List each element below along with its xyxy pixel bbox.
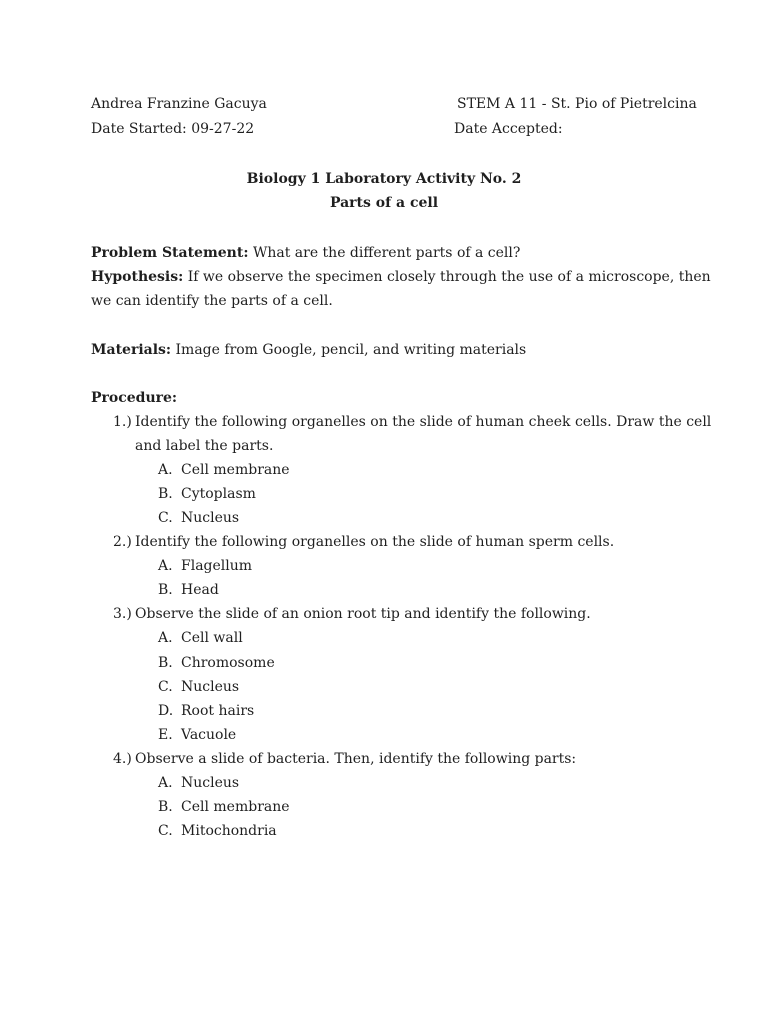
- problem-text: What are the different parts of a cell?: [252, 245, 521, 261]
- list-item-letter: B.: [158, 486, 173, 502]
- hypothesis-text-continued: we can identify the parts of a cell.: [91, 293, 333, 309]
- list-item-letter: B.: [158, 582, 173, 598]
- hypothesis-label: Hypothesis:: [91, 269, 184, 285]
- activity-subtitle: Parts of a cell: [329, 195, 439, 211]
- hypothesis: [91, 268, 711, 286]
- procedure-label: [91, 389, 177, 407]
- hypothesis-text: If we observe the specimen closely through the use of a microscope, then: [187, 269, 711, 285]
- list-item: Cell membrane: [181, 799, 290, 815]
- list-item-letter: A.: [158, 630, 173, 646]
- list-item: Nucleus: [181, 775, 240, 791]
- list-item: Flagellum: [181, 558, 253, 574]
- step-text: Observe the slide of an onion root tip and identify the following.: [135, 606, 591, 622]
- step-number: 2.): [113, 534, 132, 550]
- step-text: Identify the following organelles on the slide of human sperm cells.: [135, 534, 615, 550]
- list-item-letter: E.: [158, 727, 173, 743]
- list-item-letter: A.: [158, 462, 173, 478]
- list-item: Cell membrane: [181, 462, 290, 478]
- list-item: Cell wall: [181, 630, 243, 646]
- list-item-letter: A.: [158, 775, 173, 791]
- problem-label: Problem Statement:: [91, 245, 249, 261]
- materials: [91, 341, 526, 359]
- list-item-letter: A.: [158, 558, 173, 574]
- list-item: Cytoplasm: [181, 486, 256, 502]
- date-accepted: Date Accepted:: [454, 121, 563, 137]
- list-item: Nucleus: [181, 679, 240, 695]
- list-item-letter: B.: [158, 799, 173, 815]
- materials-text: Image from Google, pencil, and writing materials: [175, 342, 527, 358]
- list-item-letter: D.: [158, 703, 174, 719]
- list-item: Mitochondria: [181, 823, 277, 839]
- activity-title: Biology 1 Laboratory Activity No. 2: [246, 171, 522, 187]
- list-item: Head: [181, 582, 219, 598]
- step-number: 4.): [113, 751, 132, 767]
- list-item-letter: C.: [158, 679, 173, 695]
- student-name: Andrea Franzine Gacuya: [91, 96, 267, 112]
- step-number: 1.): [113, 414, 132, 430]
- step-text-continued: and label the parts.: [135, 438, 274, 454]
- procedure-label-text: Procedure:: [91, 390, 178, 406]
- list-item: Nucleus: [181, 510, 240, 526]
- list-item: Root hairs: [181, 703, 255, 719]
- list-item: Vacuole: [181, 727, 237, 743]
- step-text: Observe a slide of bacteria. Then, identify the following parts:: [135, 751, 577, 767]
- step-text: Identify the following organelles on the slide of human cheek cells. Draw the cell: [135, 414, 712, 430]
- list-item-letter: C.: [158, 823, 173, 839]
- list-item-letter: C.: [158, 510, 173, 526]
- section-name: STEM A 11 - St. Pio of Pietrelcina: [457, 96, 697, 112]
- problem-statement: [91, 244, 520, 262]
- step-number: 3.): [113, 606, 132, 622]
- materials-label: Materials:: [91, 342, 172, 358]
- list-item-letter: B.: [158, 655, 173, 671]
- date-started: Date Started: 09-27-22: [91, 121, 255, 137]
- list-item: Chromosome: [181, 655, 275, 671]
